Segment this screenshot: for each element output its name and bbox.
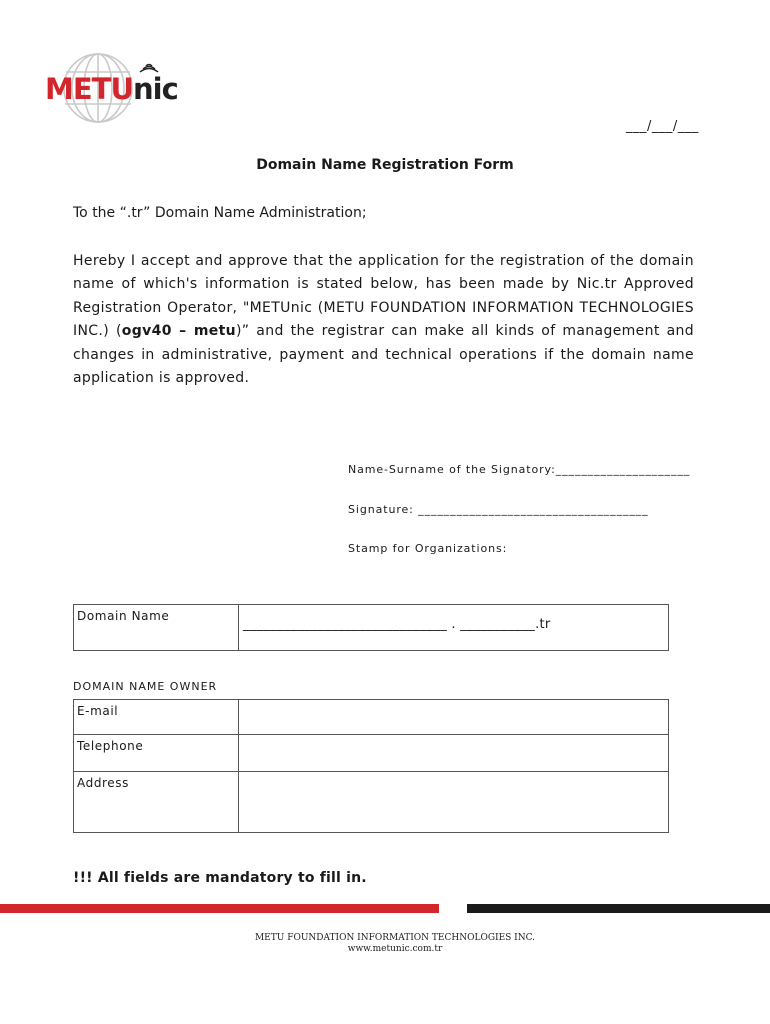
domain-owner-table [73, 699, 669, 833]
telephone-label: Telephone [74, 735, 239, 772]
metunic-logo [40, 52, 178, 124]
address-field[interactable] [239, 772, 669, 833]
wifi-signal-icon [140, 65, 158, 73]
addressee-line: To the “.tr” Domain Name Administration; [73, 205, 367, 221]
page-title: Domain Name Registration Form [256, 157, 514, 173]
stamp-field[interactable]: Stamp for Organizations: [348, 542, 508, 555]
registrar-code: ogv40 – metu [121, 323, 236, 340]
signature-field[interactable]: Signature: ____________________________________ [348, 503, 649, 516]
address-label: Address [74, 772, 239, 833]
footer-website: www.metunic.com.tr [347, 944, 443, 954]
domain-name-label: Domain Name [74, 605, 239, 651]
email-label: E-mail [74, 700, 239, 735]
email-field[interactable] [239, 700, 669, 735]
footer-bar-red [0, 904, 439, 913]
mandatory-note: !!! All fields are mandatory to fill in. [73, 870, 367, 886]
signatory-name-field[interactable]: Name-Surname of the Signatory:_____________________ [348, 463, 691, 476]
domain-name-input[interactable]: ______________________________ . ___________.tr [239, 605, 669, 651]
telephone-field[interactable] [239, 735, 669, 772]
owner-section-title: DOMAIN NAME OWNER [73, 680, 218, 693]
logo-wordmark: METUnic [45, 72, 178, 106]
footer-bar-black [467, 904, 770, 913]
footer [0, 933, 770, 955]
domain-name-table [73, 604, 669, 651]
footer-company: METU FOUNDATION INFORMATION TECHNOLOGIES INC. [254, 933, 536, 943]
date-field[interactable]: ___/___/___ [626, 119, 699, 134]
consent-paragraph: Hereby I accept and approve that the application for the registration of the domain name of which's information is stated below, has been made by Nic.tr Approved Registration Operator, "METUnic (METU FOUNDATION INFORMATION TECHNOLOGIES INC.) (ogv40 – metu)” and the registrar can make all kinds of management and changes in administrative, payment and technical operations if the domain name application is approved. [73, 253, 694, 387]
